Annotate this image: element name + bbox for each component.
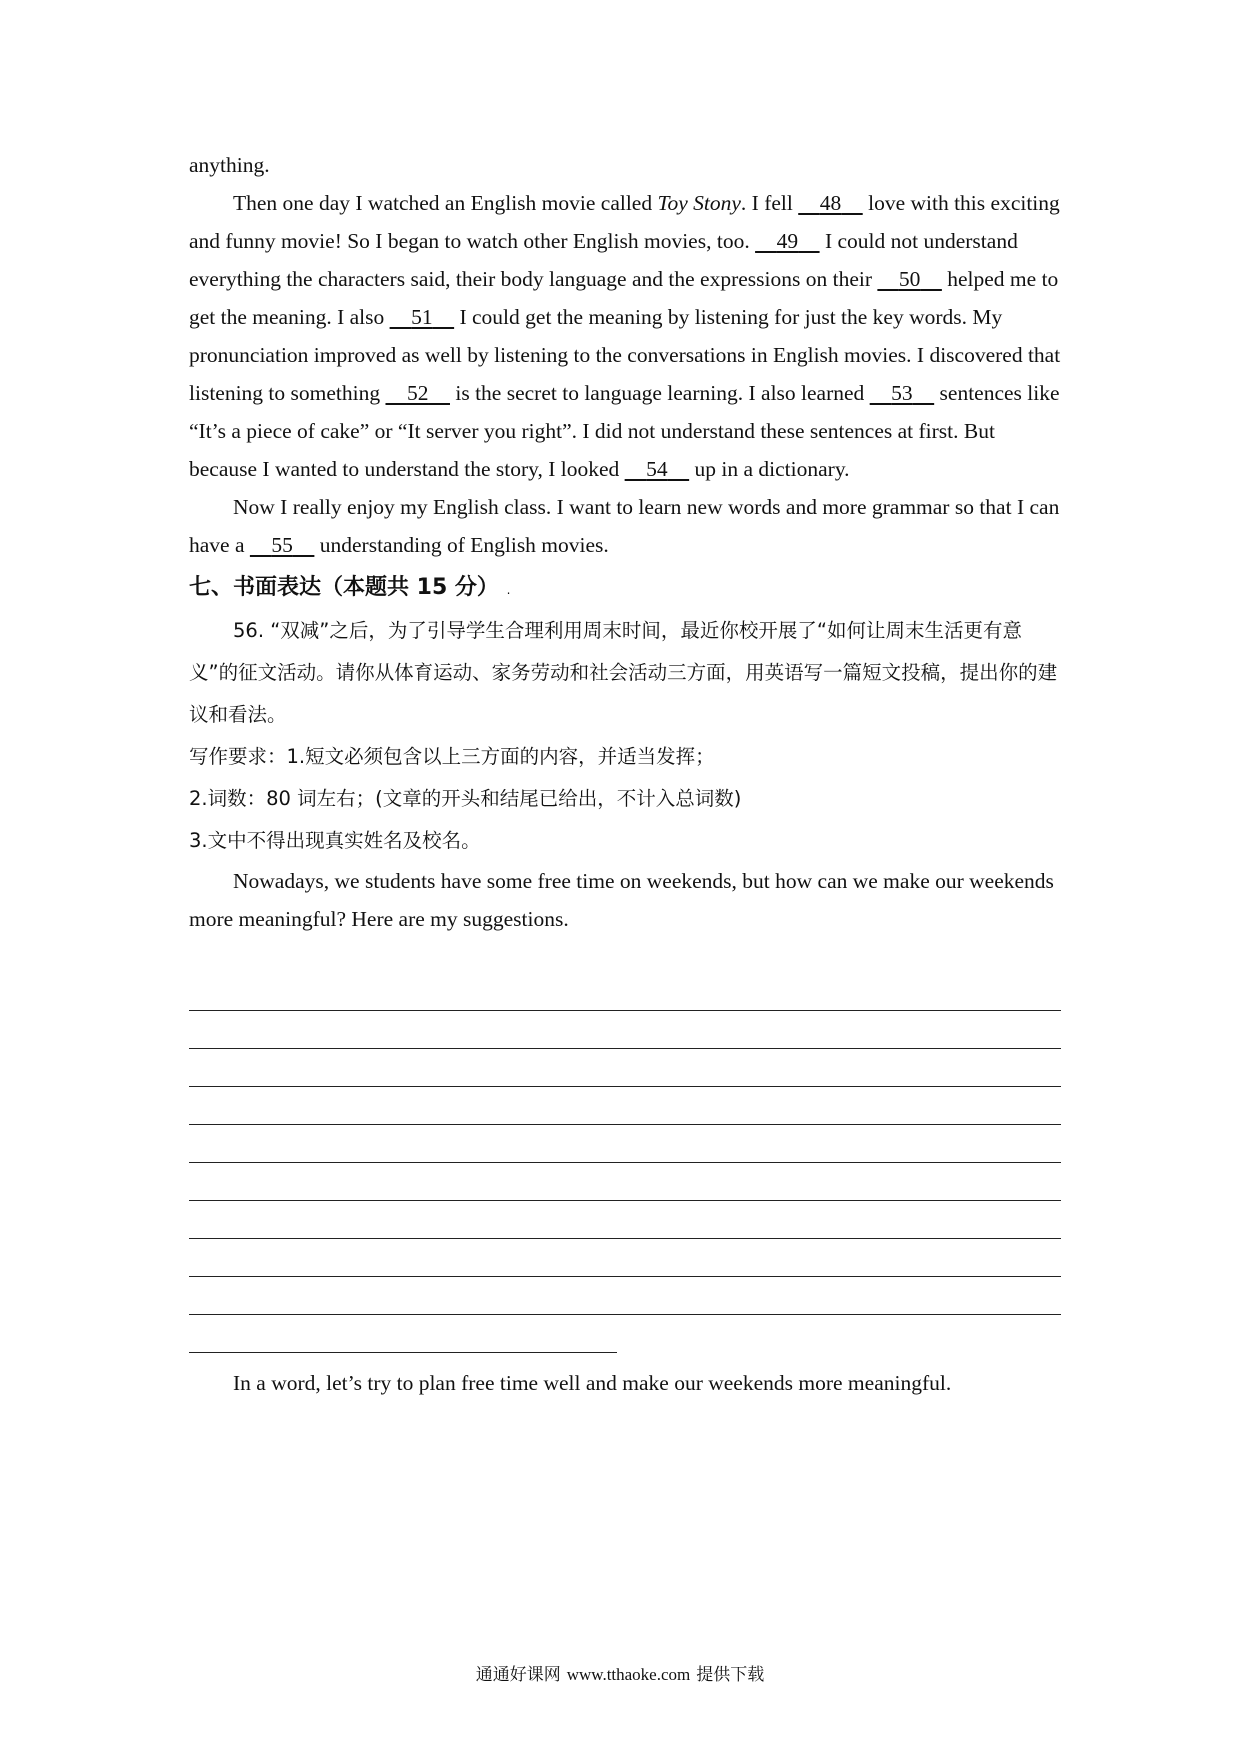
text: I could get the meaning by listening for just the key words. My pronunciation improved as well by listening to the conversations in English movies. I discovered that listening to something: [189, 305, 1061, 405]
blank-51[interactable]: [390, 305, 455, 329]
text: Now I really enjoy my English class. I want to learn new words and more grammar so that I can have a: [189, 495, 1060, 557]
text: up in a dictionary.: [689, 457, 850, 481]
passage-line-anything: anything.: [189, 153, 270, 177]
blank-number: 52: [406, 381, 429, 405]
text: I could not understand everything the characters said, their body language and the expressions on their: [189, 229, 1018, 291]
text: sentences like “It’s a piece of cake” or “It server you right”. I did not understand these sentences at first. But because I wanted to understand the story, I looked: [189, 381, 1060, 481]
blank-53[interactable]: [870, 381, 935, 405]
blank-52[interactable]: [385, 381, 450, 405]
passage-paragraph-2: [189, 488, 1061, 564]
answer-line[interactable]: [189, 1200, 1061, 1201]
answer-line[interactable]: [189, 1276, 1061, 1277]
section-7-title: [189, 568, 1061, 610]
answer-line[interactable]: [189, 1162, 1061, 1163]
text: understanding of English movies.: [314, 533, 609, 557]
text: . I fell: [740, 191, 799, 215]
text: Then one day I watched an English movie called: [233, 191, 658, 215]
blank-55[interactable]: [250, 533, 315, 557]
footer-download-text: 提供下载: [696, 1665, 765, 1685]
writing-prompt: 56. “双减”之后，为了引导学生合理利用周末时间，最近你校开展了“如何让周末生活更有意义”的征文活动。请你从体育运动、家务劳动和社会活动三方面，用英语写一篇短文投稿，提出你的建议和看法。: [189, 619, 1058, 726]
answer-line[interactable]: [189, 1124, 1061, 1125]
section-title-text: 七、书面表达（本题共 15 分）: [189, 575, 499, 600]
answer-line[interactable]: [189, 1238, 1061, 1239]
blank-number: 48: [819, 191, 842, 215]
blank-number: 51: [411, 305, 433, 329]
blank-48[interactable]: [798, 191, 863, 215]
text: is the secret to language learning. I also learned: [449, 381, 870, 405]
passage: [189, 146, 1061, 938]
footer-site-name: 通通好课网: [475, 1665, 561, 1685]
blank-number: 49: [776, 229, 799, 253]
blank-number: 54: [646, 457, 668, 481]
blank-number: 50: [898, 267, 921, 291]
blank-50[interactable]: [877, 267, 942, 291]
passage-paragraph-1: [189, 184, 1061, 488]
blank-number: 53: [891, 381, 913, 405]
stray-dot: .: [506, 583, 511, 597]
page-footer: [0, 1660, 1240, 1685]
text: love with this exciting and funny movie! So I began to watch other English movies, too.: [189, 191, 1060, 253]
answer-line[interactable]: [189, 1010, 1061, 1011]
answer-line[interactable]: [189, 1048, 1061, 1049]
answer-line[interactable]: [189, 1314, 1061, 1315]
blank-number: 55: [271, 533, 293, 557]
answer-line-short[interactable]: [189, 1352, 617, 1353]
essay-closing: In a word, let’s try to plan free time well and make our weekends more meaningful.: [233, 1371, 952, 1395]
blank-49[interactable]: [755, 229, 820, 253]
answer-line[interactable]: [189, 1086, 1061, 1087]
essay-opening: Nowadays, we students have some free time on weekends, but how can we make our weekends more meaningful? Here are my suggestions.: [189, 869, 1054, 931]
blank-54[interactable]: [625, 457, 690, 481]
movie-title: Toy Stony: [657, 191, 741, 215]
requirement-3: 3.文中不得出现真实姓名及校名。: [189, 829, 481, 852]
requirement-2: 2.词数：80 词左右；(文章的开头和结尾已给出，不计入总词数): [189, 787, 742, 810]
text: helped me to get the meaning. I also: [189, 267, 1059, 329]
footer-url: www.tthaoke.com: [566, 1665, 691, 1684]
requirement-1: 写作要求：1.短文必须包含以上三方面的内容，并适当发挥；: [189, 745, 715, 768]
